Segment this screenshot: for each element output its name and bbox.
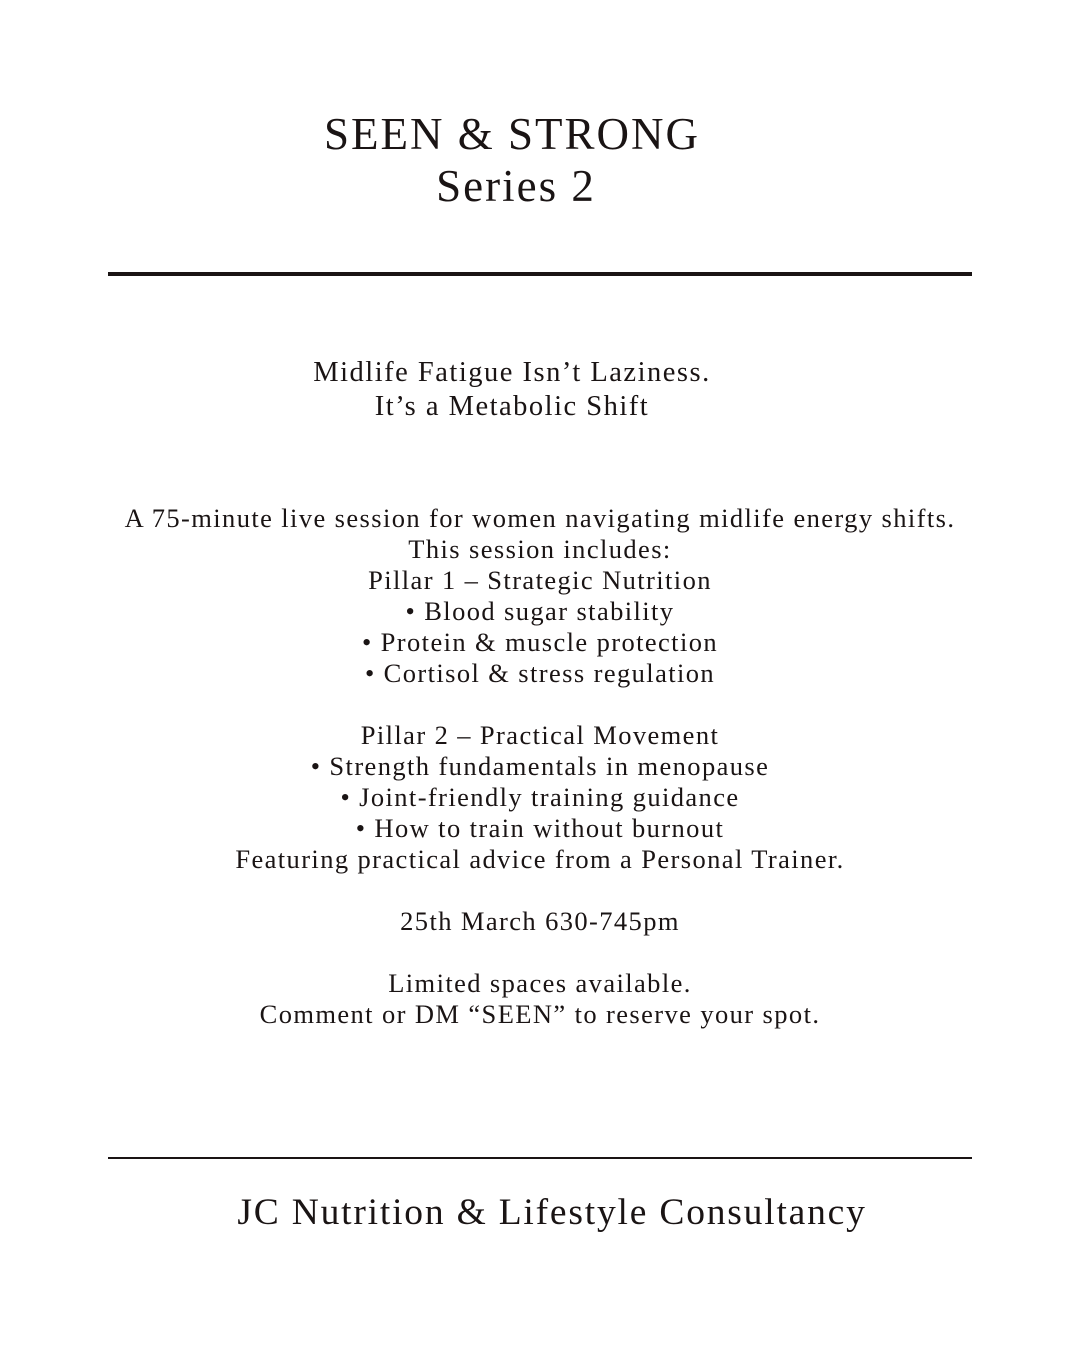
subtitle-block — [0, 356, 1024, 424]
session-intro: A 75-minute live session for women navigating midlife energy shifts. — [124, 503, 956, 533]
subtitle-line-2: It’s a Metabolic Shift — [374, 391, 650, 422]
top-divider — [108, 272, 972, 276]
event-title: SEEN & STRONG — [323, 109, 701, 159]
pillar-2-heading: Pillar 2 – Practical Movement — [360, 720, 720, 750]
session-details — [0, 503, 1080, 1030]
pillar-1-item: • Blood sugar stability — [405, 596, 675, 626]
pillar-2-item: • Joint-friendly training guidance — [340, 782, 740, 812]
limited-spaces: Limited spaces available. — [388, 968, 692, 998]
spacer — [0, 689, 1080, 720]
pillar-1-item: • Cortisol & stress regulation — [364, 658, 716, 688]
spacer — [0, 875, 1080, 906]
pillar-1-item: • Protein & muscle protection — [361, 627, 719, 657]
call-to-action: Comment or DM “SEEN” to reserve your spot. — [259, 999, 821, 1029]
bottom-divider — [108, 1157, 972, 1159]
session-includes: This session includes: — [408, 534, 672, 564]
event-date: 25th March 630-745pm — [400, 906, 680, 936]
subtitle-line-1: Midlife Fatigue Isn’t Laziness. — [313, 357, 711, 388]
spacer — [0, 937, 1080, 968]
title-block — [0, 108, 1024, 212]
pillar-1-heading: Pillar 1 – Strategic Nutrition — [368, 565, 712, 595]
featuring-note: Featuring practical advice from a Personal Trainer. — [235, 844, 845, 874]
brand-name: JC Nutrition & Lifestyle Consultancy — [237, 1192, 867, 1233]
pillar-2-item: • How to train without burnout — [355, 813, 725, 843]
series-label: Series 2 — [436, 161, 596, 211]
pillar-2-item: • Strength fundamentals in menopause — [310, 751, 770, 781]
